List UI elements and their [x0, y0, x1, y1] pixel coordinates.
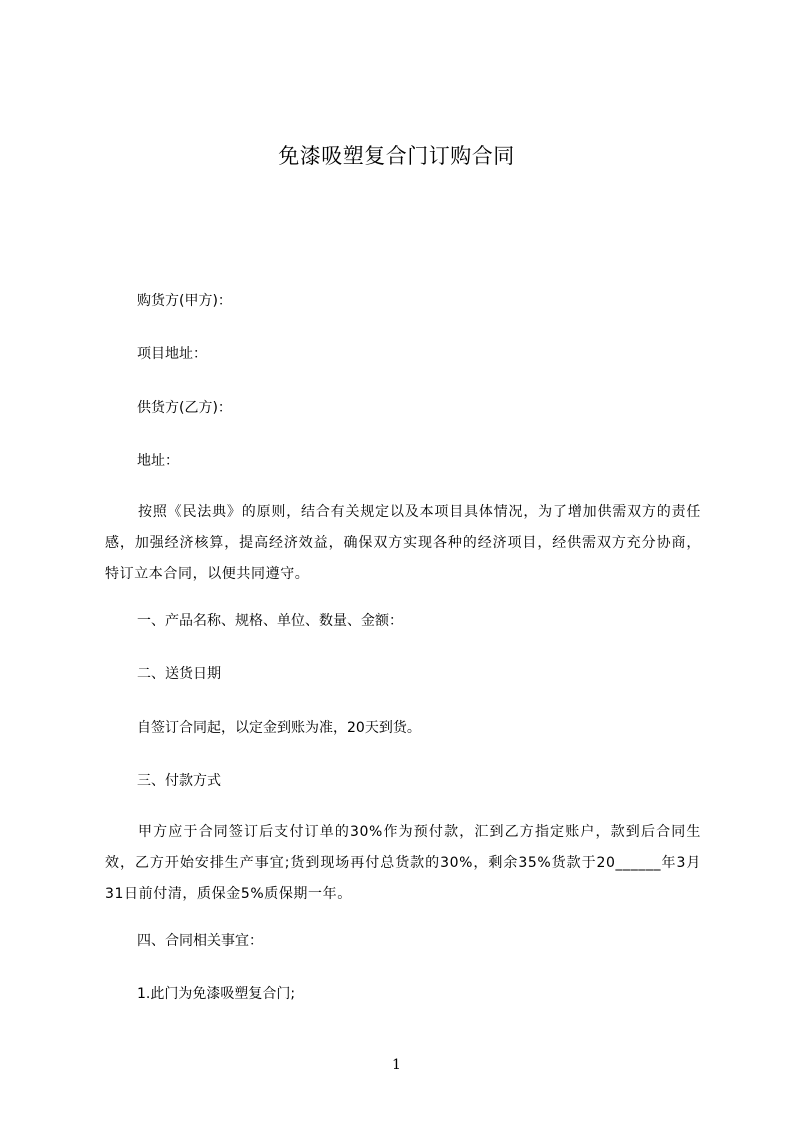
section-1-heading: 一、产品名称、规格、单位、数量、金额：: [137, 613, 403, 629]
document-title: 免漆吸塑复合门订购合同: [278, 144, 515, 168]
address-label: 地址：: [137, 453, 179, 469]
section-2-text: 自签订合同起，以定金到账为准，20天到货。: [137, 720, 421, 736]
section-4-item-1: 1.此门为免漆吸塑复合门;: [137, 986, 296, 1002]
supplier-label: 供货方(乙方)：: [137, 400, 232, 416]
project-address-label: 项目地址：: [137, 346, 207, 362]
intro-paragraph: 按照《民法典》的原则，结合有关规定以及本项目具体情况，为了增加供需双方的责任感，加强经济核算，提高经济效益，确保双方实现各种的经济项目，经供需双方充分协商，特订立本合同，以便共同遵守。: [105, 504, 701, 582]
buyer-label: 购货方(甲方)：: [137, 293, 232, 309]
page-number: 1: [392, 1057, 401, 1073]
section-4-heading: 四、合同相关事宜：: [137, 933, 263, 949]
section-3-heading: 三、付款方式: [137, 773, 221, 789]
payment-paragraph: 甲方应于合同签订后支付订单的30%作为预付款，汇到乙方指定账户，款到后合同生效，乙方开始安排生产事宜;货到现场再付总货款的30%，剩余35%货款于20______年3月31日前付清，质保金5%质保期一年。: [105, 824, 701, 902]
section-2-heading: 二、送货日期: [137, 666, 221, 682]
